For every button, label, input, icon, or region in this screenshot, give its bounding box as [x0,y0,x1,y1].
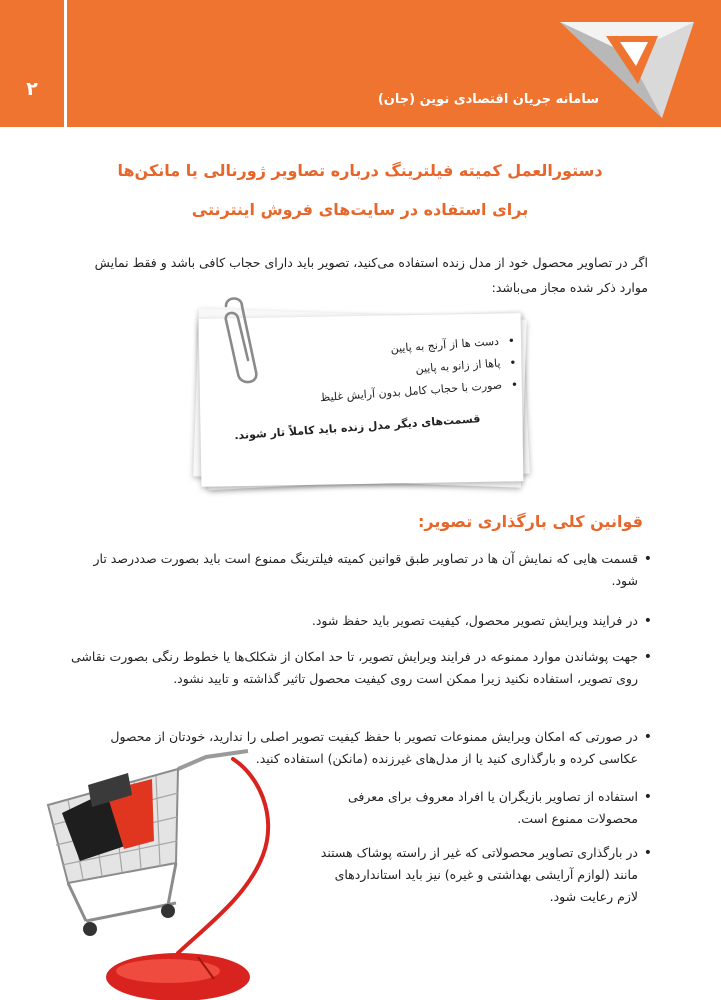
rule-item: • در صورتی که امکان ویرایش ممنوعات تصویر با حفظ کیفیت تصویر اصلی را ندارید، خودتان از محصول عکاسی کرده و بارگذاری کنید یا از مدل‌های غیرزنده (مانکن) استفاده کنید. [110,729,652,766]
triangle-logo-icon [558,14,696,124]
shopping-cart-mouse-icon [28,745,298,1000]
rule-item: • در فرایند ویرایش تصویر محصول، کیفیت تصویر باید حفظ شود. [311,613,652,629]
document-title-line2: برای استفاده در سایت‌های فروش اینترنتی [191,200,529,219]
paperclip-icon [216,294,266,386]
note-card [190,300,540,500]
note-item: • صورت با حجاب کامل بدون آرایش غلیظ [319,377,519,405]
section-title: قوانین کلی بارگذاری تصویر: [418,512,643,531]
rule-item: • جهت پوشاندن موارد ممنوعه در فرایند ویرایش تصویر، تا حد امکان از شکلک‌ها یا خطوط رنگی بصورت نقاشی روی تصویر، استفاده نکنید زیرا ممکن است روی کیفیت محصول تاثیر گذاشته و تایید نشود. [71,649,652,686]
rule-item: • قسمت هایی که نمایش آن ها در تصاویر طبق قوانین کمیته فیلترینگ ممنوع است باید بصورت صددرصد تار شود. [93,551,652,588]
page-number-box [0,0,67,127]
rule-item: • استفاده از تصاویر بازیگران یا افراد معروف برای معرفی محصولات ممنوع است. [348,789,652,826]
rule-item: • در بارگذاری تصاویر محصولاتی که غیر از راسته پوشاک هستند مانند (لوازم آرایشی بهداشتی و غیره) نیز باید استانداردهای لازم رعایت شود. [320,845,652,904]
note-item: • دست ها از آرنج به پایین [390,333,516,356]
intro-paragraph: اگر در تصاویر محصول خود از مدل زنده استفاده می‌کنید، تصویر باید دارای حجاب کافی باشد و فقط نمایش موارد ذکر شده مجاز می‌باشد: [94,255,648,295]
page-number: ۲ [26,78,38,100]
note-item: • پاها از زانو به پایین [415,355,517,376]
document-title-line1: دستورالعمل کمیته فیلترینگ درباره تصاویر ژورنالی یا مانکن‌ها [117,161,603,180]
note-bold-text: قسمت‌های دیگر مدل زنده باید کاملاً تار شوند. [233,412,481,443]
org-name: سامانه جریان اقتصادی نوین (جان) [377,92,599,107]
header-bar [0,0,721,127]
